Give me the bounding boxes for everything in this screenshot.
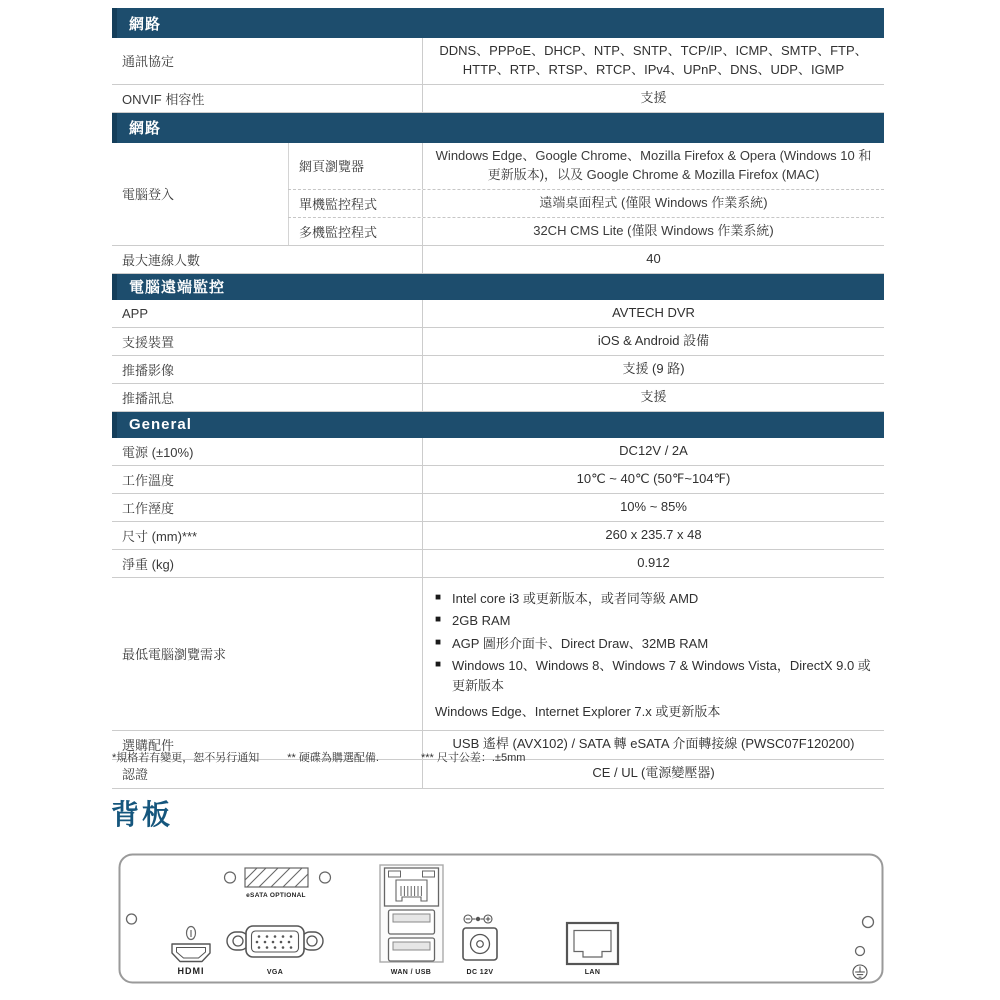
row-label: 淨重 (kg) <box>122 556 175 572</box>
dc-port-label: DC 12V <box>466 969 494 976</box>
row-value: 10% ~ 85% <box>422 494 884 521</box>
row-label: APP <box>122 305 149 321</box>
row-value: 10℃ ~ 40℃ (50℉~104℉) <box>422 466 884 493</box>
row-label: 工作溼度 <box>122 500 175 516</box>
row-value: 0.912 <box>422 550 884 577</box>
lan-port-icon <box>567 923 618 964</box>
table-row-operating-temp <box>112 466 884 494</box>
section-title: General <box>129 416 192 434</box>
row-value: 40 <box>422 246 884 273</box>
section-header-general <box>112 412 884 438</box>
row-label: 最低電腦瀏覽需求 <box>122 647 227 663</box>
min-pc-bullet-list <box>435 586 872 699</box>
table-row-app <box>112 300 884 328</box>
row-label: 電源 (±10%) <box>122 444 194 460</box>
subrow-label: 多機監控程式 <box>288 218 422 245</box>
row-label: 最大連線人數 <box>122 252 201 268</box>
table-row-power <box>112 438 884 466</box>
row-value: 支援 <box>422 85 884 112</box>
row-value: DDNS、PPPoE、DHCP、NTP、SNTP、TCP/IP、ICMP、SMTP、FTP、HTTP、RTP、RTSP、RTCP、IPv4、UPnP、DNS、UDP、IGMP <box>422 38 884 84</box>
subrow-multi-monitor <box>288 218 884 245</box>
row-label: 尺寸 (mm)*** <box>122 528 198 544</box>
row-value: iOS & Android 設備 <box>422 328 884 355</box>
row-value: 260 x 235.7 x 48 <box>422 522 884 549</box>
lan-port-label: LAN <box>584 969 601 976</box>
row-value: USB 遙桿 (AVX102) / SATA 轉 eSATA 介面轉接線 (PWSC07F120200) <box>422 731 884 759</box>
table-row-min-pc-requirements <box>112 578 884 731</box>
table-group-pc-login <box>112 143 884 246</box>
wan-usb-ports-icon <box>380 865 443 962</box>
bullet-item: ■ 2GB RAM <box>435 611 872 631</box>
subrow-value: 32CH CMS Lite (僅限 Windows 作業系統) <box>422 218 884 245</box>
row-label: 推播影像 <box>122 362 175 378</box>
section-title: 電腦遠端監控 <box>129 279 226 297</box>
row-value <box>422 578 884 730</box>
row-value: 支援 <box>422 384 884 411</box>
bullet-item: ■ AGP 圖形介面卡、Direct Draw、32MB RAM <box>435 634 872 654</box>
vga-port-label: VGA <box>266 969 284 976</box>
subrow-web-browser <box>288 143 884 190</box>
subrow-value: Windows Edge、Google Chrome、Mozilla Firefox & Opera (Windows 10 和更新版本)，以及 Google Chrome & Mozilla Firefox (MAC) <box>422 143 884 189</box>
section-title: 網路 <box>129 15 162 33</box>
row-value: 支援 (9 路) <box>422 356 884 383</box>
hdmi-port-label: HDMI <box>177 966 205 976</box>
subrow-label: 網頁瀏覽器 <box>288 143 422 189</box>
esata-slot-label: eSATA OPTIONAL <box>246 892 306 899</box>
row-label: 通訊協定 <box>122 54 175 70</box>
table-row-protocols <box>112 38 884 85</box>
section-header-remote <box>112 274 884 300</box>
spec-table <box>112 8 884 789</box>
table-row-operating-humidity <box>112 494 884 522</box>
section-header-network-2 <box>112 113 884 143</box>
row-label: 認證 <box>122 767 149 783</box>
row-value: DC12V / 2A <box>422 438 884 465</box>
group-label: 電腦登入 <box>122 187 175 203</box>
row-label: ONVIF 相容性 <box>122 91 205 107</box>
row-label: 工作溫度 <box>122 472 175 488</box>
table-row-supported-devices <box>112 328 884 356</box>
table-row-push-video <box>112 356 884 384</box>
row-label: 推播訊息 <box>122 390 175 406</box>
back-panel-title: 背板 <box>111 799 174 830</box>
subrow-label: 單機監控程式 <box>288 190 422 217</box>
section-title: 網路 <box>129 120 162 138</box>
bullet-item: ■ Intel core i3 或更新版本，或者同等級 AMD <box>435 589 872 609</box>
row-value: CE / UL (電源變壓器) <box>422 760 884 788</box>
bullet-item: ■ Windows 10、Windows 8、Windows 7 & Windows Vista，DirectX 9.0 或更新版本 <box>435 656 872 695</box>
footnote-1: *規格若有變更，恕不另行通知 <box>112 752 260 764</box>
row-value: AVTECH DVR <box>422 300 884 327</box>
wan-usb-port-label: WAN / USB <box>390 969 432 976</box>
group-subrows <box>288 143 884 245</box>
table-row-push-message <box>112 384 884 412</box>
section-header-network-1 <box>112 8 884 38</box>
table-row-dimensions <box>112 522 884 550</box>
dc-jack-icon <box>463 928 497 960</box>
row-label: 選購配件 <box>122 738 175 754</box>
row-label: 支援裝置 <box>122 334 175 350</box>
subrow-value: 遠端桌面程式 (僅限 Windows 作業系統) <box>422 190 884 217</box>
subrow-single-monitor <box>288 190 884 218</box>
footnote-2: ** 硬碟為購選配備. <box>287 752 379 764</box>
footnote-3: *** 尺寸公差：.±5mm <box>420 752 526 764</box>
back-panel-diagram <box>118 853 884 984</box>
table-row-max-connections <box>112 246 884 274</box>
min-pc-extra-line: Windows Edge、Internet Explorer 7.x 或更新版本 <box>435 704 721 720</box>
table-row-net-weight <box>112 550 884 578</box>
table-row-onvif <box>112 85 884 113</box>
hdmi-port-icon <box>172 944 210 962</box>
footnotes <box>112 749 525 765</box>
